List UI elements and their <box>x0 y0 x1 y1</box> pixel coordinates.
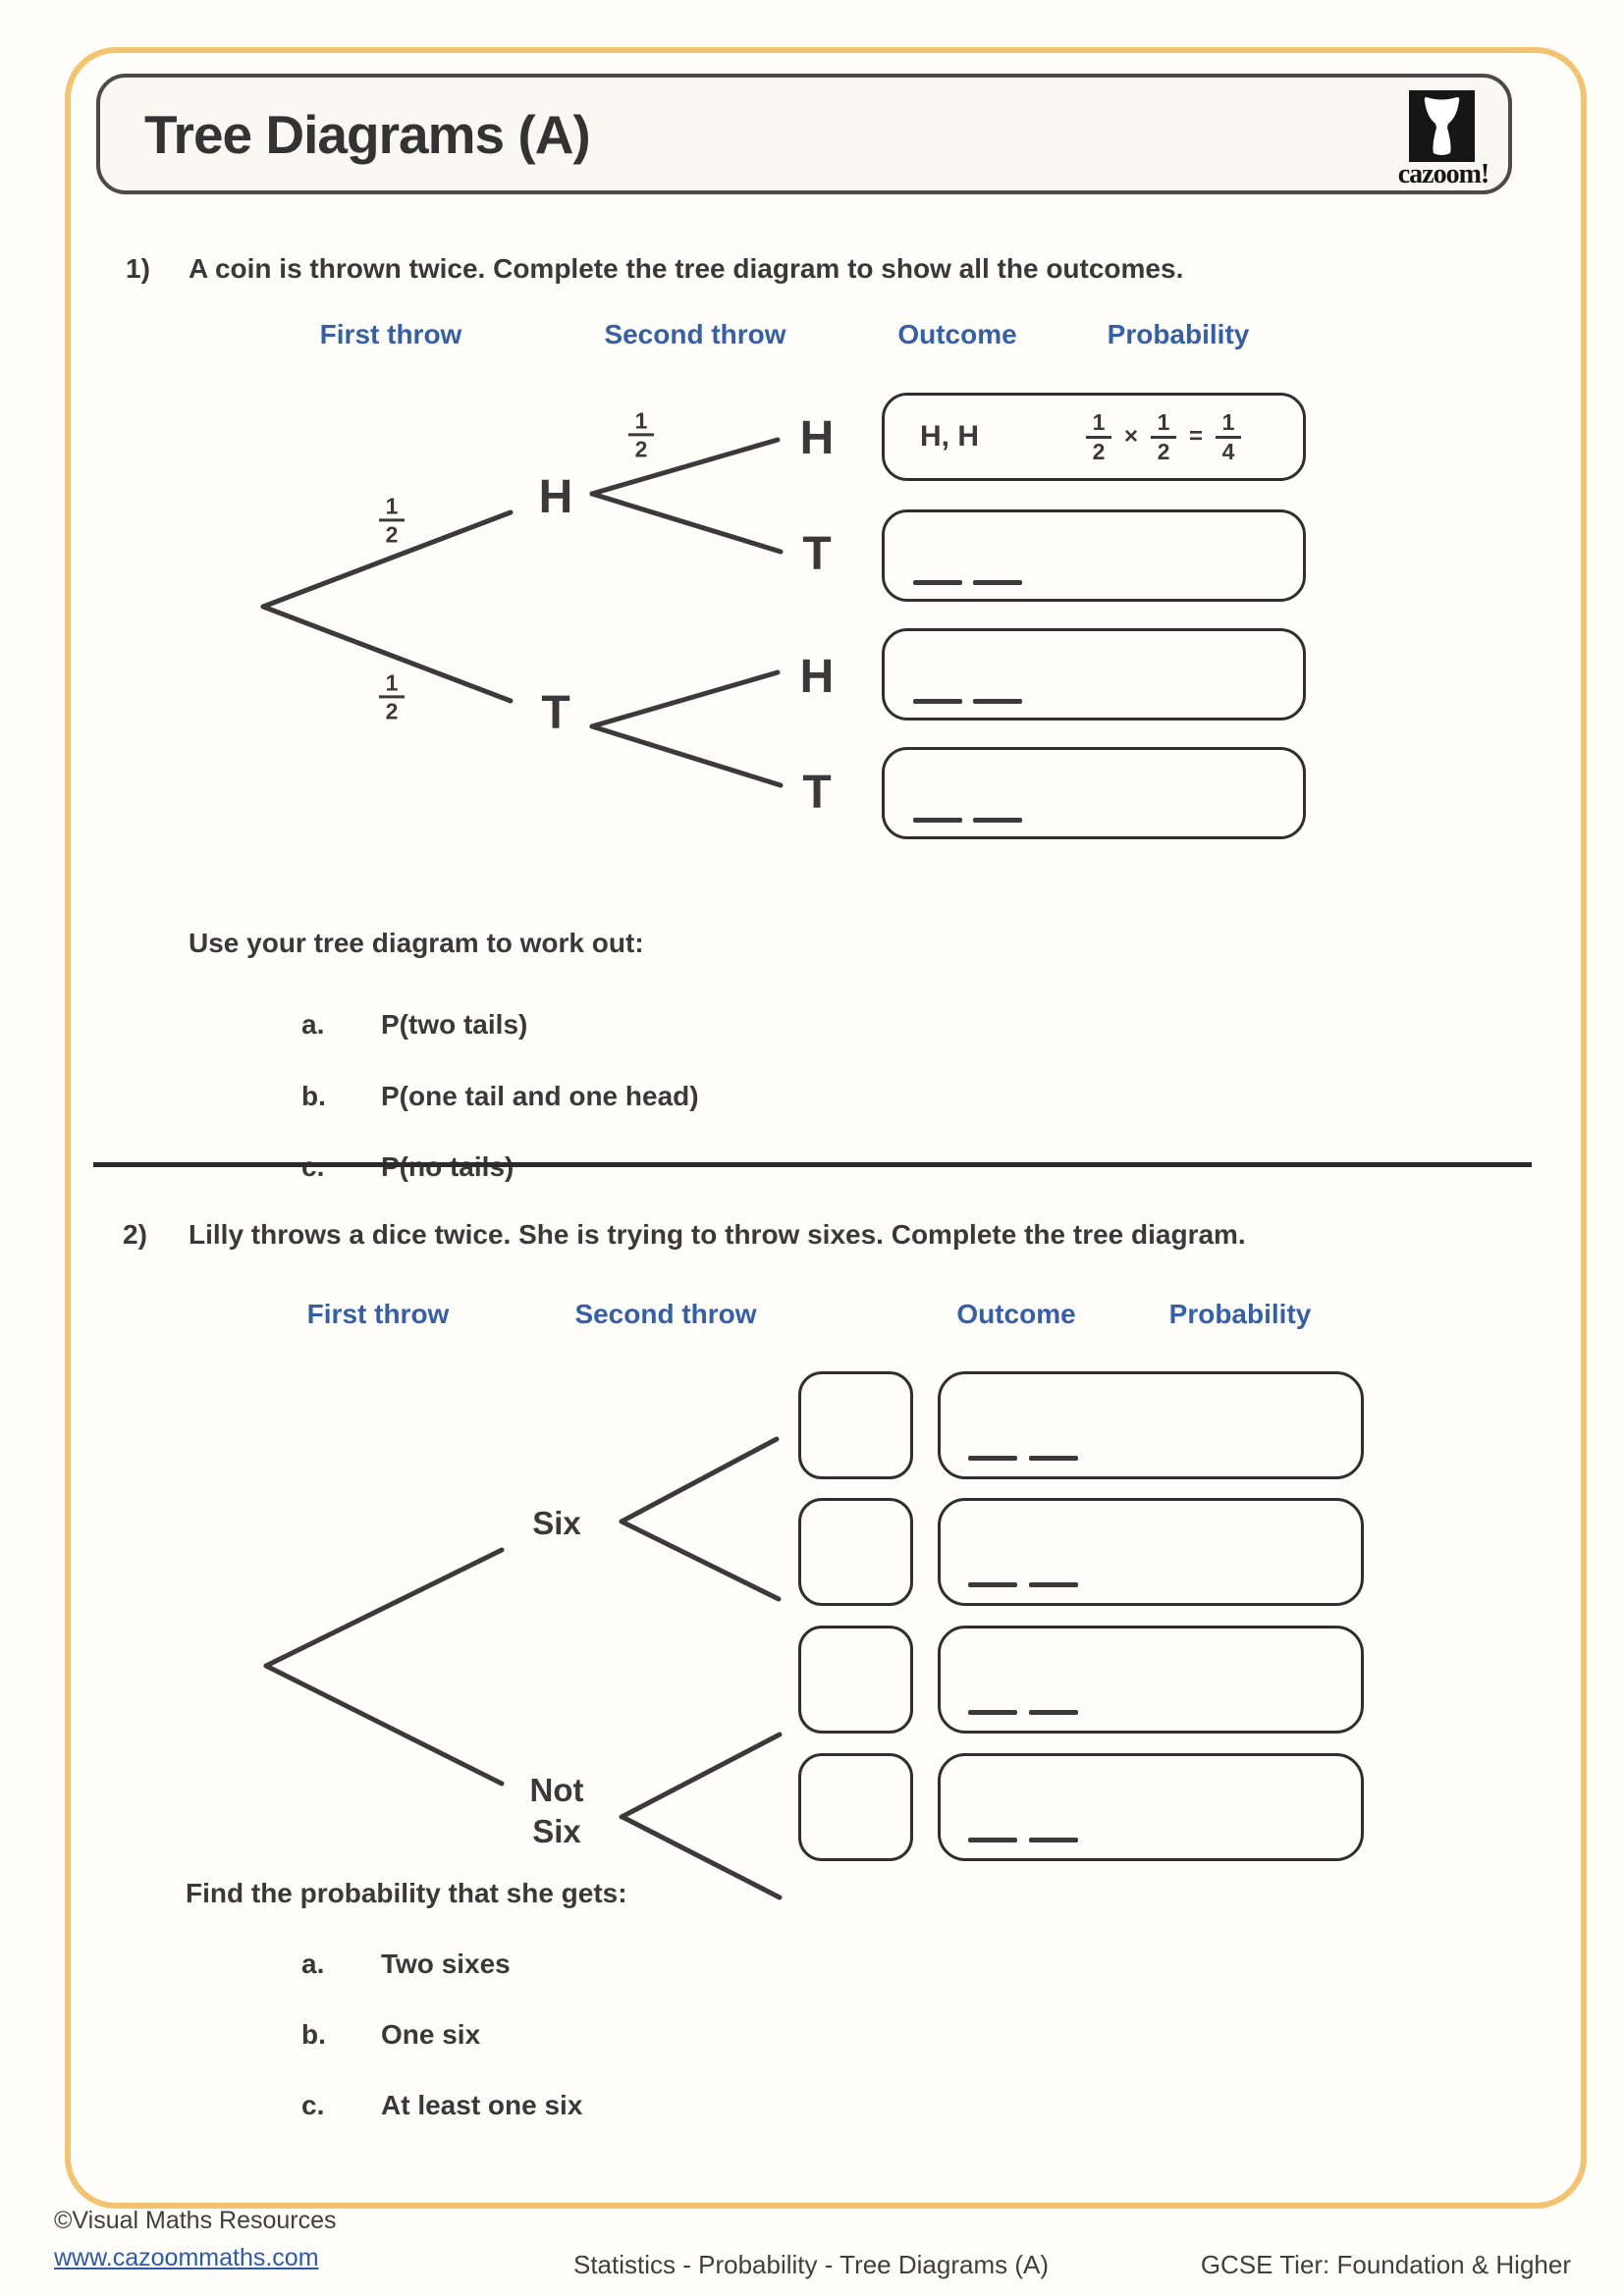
fraction-denominator: 2 <box>1092 438 1106 464</box>
outcome-probability-box <box>882 747 1306 839</box>
q1-column-outcome: Outcome <box>897 319 1017 349</box>
tree-node-label: H <box>799 412 835 464</box>
answer-blank <box>968 1710 1017 1715</box>
q1-column-probability: Probability <box>1107 319 1250 349</box>
list-item: P(one tail and one head) <box>381 1081 699 1111</box>
branch-line <box>592 436 778 494</box>
probability-box <box>938 1626 1364 1734</box>
q2-prompt: Lilly throws a dice twice. She is trying to throw sixes. Complete the tree diagram. <box>189 1219 1246 1250</box>
tree-node-label: H <box>538 471 573 523</box>
q1-tree <box>263 436 781 785</box>
answer-blank <box>1029 1710 1078 1715</box>
tree-node-label: Six <box>532 1504 581 1541</box>
list-item: At least one six <box>381 2090 583 2120</box>
answer-blank <box>968 1582 1017 1587</box>
branch-line <box>592 726 781 785</box>
fraction-denominator: 4 <box>1221 438 1235 464</box>
tree-node-line: Not <box>529 1771 584 1808</box>
branch-line <box>623 1817 780 1897</box>
fraction-numerator: 1 <box>634 407 648 434</box>
answer-blank <box>1029 1582 1078 1587</box>
list-letter: c. <box>301 2090 325 2120</box>
fraction-numerator: 1 <box>385 493 399 519</box>
list-letter: a. <box>301 1009 325 1040</box>
page-title: Tree Diagrams (A) <box>144 103 590 165</box>
answer-blank <box>913 580 962 585</box>
q1-column-second-throw: Second throw <box>604 319 786 349</box>
branch-line <box>622 1439 777 1522</box>
answer-blank <box>1029 1838 1078 1842</box>
branch-line <box>592 494 781 552</box>
branch-line <box>592 672 778 726</box>
q2-find-intro: Find the probability that she gets: <box>186 1878 627 1908</box>
section-divider <box>93 1162 1532 1167</box>
fraction-numerator: 1 <box>1092 409 1106 436</box>
branch-line <box>266 1550 502 1666</box>
fraction-denominator: 2 <box>385 698 399 724</box>
q2-column-outcome: Outcome <box>956 1299 1076 1329</box>
list-letter <box>301 1151 324 1183</box>
q1-workout-intro: Use your tree diagram to work out: <box>189 928 644 958</box>
fraction-denominator: 2 <box>385 521 399 548</box>
footer-tier: GCSE Tier: Foundation & Higher <box>1200 2250 1571 2279</box>
footer-url-link[interactable]: www.cazoommaths.com <box>54 2244 319 2271</box>
fraction-numerator: 1 <box>385 669 399 696</box>
tree-node-label: T <box>541 687 570 739</box>
logo-text: cazoom! <box>1397 159 1489 189</box>
q1-prompt: A coin is thrown twice. Complete the tree diagram to show all the outcomes. <box>189 253 1184 284</box>
list-letter: b. <box>301 1081 326 1111</box>
outcome-box <box>798 1498 913 1606</box>
list-item: One six <box>381 2019 481 2050</box>
tree-node-label: T <box>802 528 832 580</box>
outcome-box <box>798 1371 913 1479</box>
tree-node-line: Six <box>532 1813 581 1849</box>
outcome-probability-box <box>882 628 1306 721</box>
fraction-label <box>1086 410 1111 462</box>
fraction-label <box>379 494 405 546</box>
fraction-denominator: 2 <box>1157 438 1170 464</box>
answer-blank <box>913 699 962 704</box>
q1-column-first-throw: First throw <box>319 319 462 349</box>
branch-line <box>622 1735 780 1817</box>
list-item <box>381 1151 514 1183</box>
answer-blank <box>973 580 1022 585</box>
outcome-probability-box <box>882 393 1306 481</box>
equals-sign: = <box>1189 423 1204 450</box>
tree-node-label <box>530 1770 584 1852</box>
list-item: P(two tails) <box>381 1009 528 1040</box>
multiply-sign: × <box>1124 423 1139 450</box>
fraction-numerator: 1 <box>1221 409 1235 436</box>
q2-column-second-throw: Second throw <box>574 1299 757 1329</box>
q2-tree <box>266 1439 780 1897</box>
outcome-value: H, H <box>920 420 979 453</box>
answer-blank <box>1029 1456 1078 1461</box>
outcome-box <box>798 1753 913 1861</box>
answer-blank <box>968 1456 1017 1461</box>
answer-blank <box>973 699 1022 704</box>
probability-box <box>938 1753 1364 1861</box>
tree-node-label: T <box>802 767 832 819</box>
branch-line <box>266 1666 502 1784</box>
q2-column-first-throw: First throw <box>306 1299 450 1329</box>
fraction-label <box>628 408 654 460</box>
fraction-label <box>379 670 405 722</box>
outcome-probability-box <box>882 509 1306 602</box>
list-item: Two sixes <box>381 1949 511 1979</box>
fraction-label <box>1216 410 1241 462</box>
list-letter: b. <box>301 2019 326 2050</box>
answer-blank <box>973 818 1022 823</box>
footer-copyright: ©Visual Maths Resources <box>54 2207 337 2234</box>
footer-topic: Statistics - Probability - Tree Diagrams (A) <box>572 2250 1050 2279</box>
q2-number: 2) <box>123 1219 147 1250</box>
outcome-box <box>798 1626 913 1734</box>
q2-column-probability: Probability <box>1168 1299 1312 1329</box>
fraction-label <box>1151 410 1176 462</box>
fraction-numerator: 1 <box>1157 409 1170 436</box>
probability-box <box>938 1371 1364 1479</box>
probability-box <box>938 1498 1364 1606</box>
answer-blank <box>968 1838 1017 1842</box>
answer-blank <box>913 818 962 823</box>
tree-node-label: H <box>799 651 835 703</box>
probability-equation <box>1086 396 1241 478</box>
list-letter: a. <box>301 1949 325 1979</box>
fraction-denominator: 2 <box>634 436 648 462</box>
branch-line <box>622 1522 779 1599</box>
q1-number: 1) <box>126 253 150 284</box>
